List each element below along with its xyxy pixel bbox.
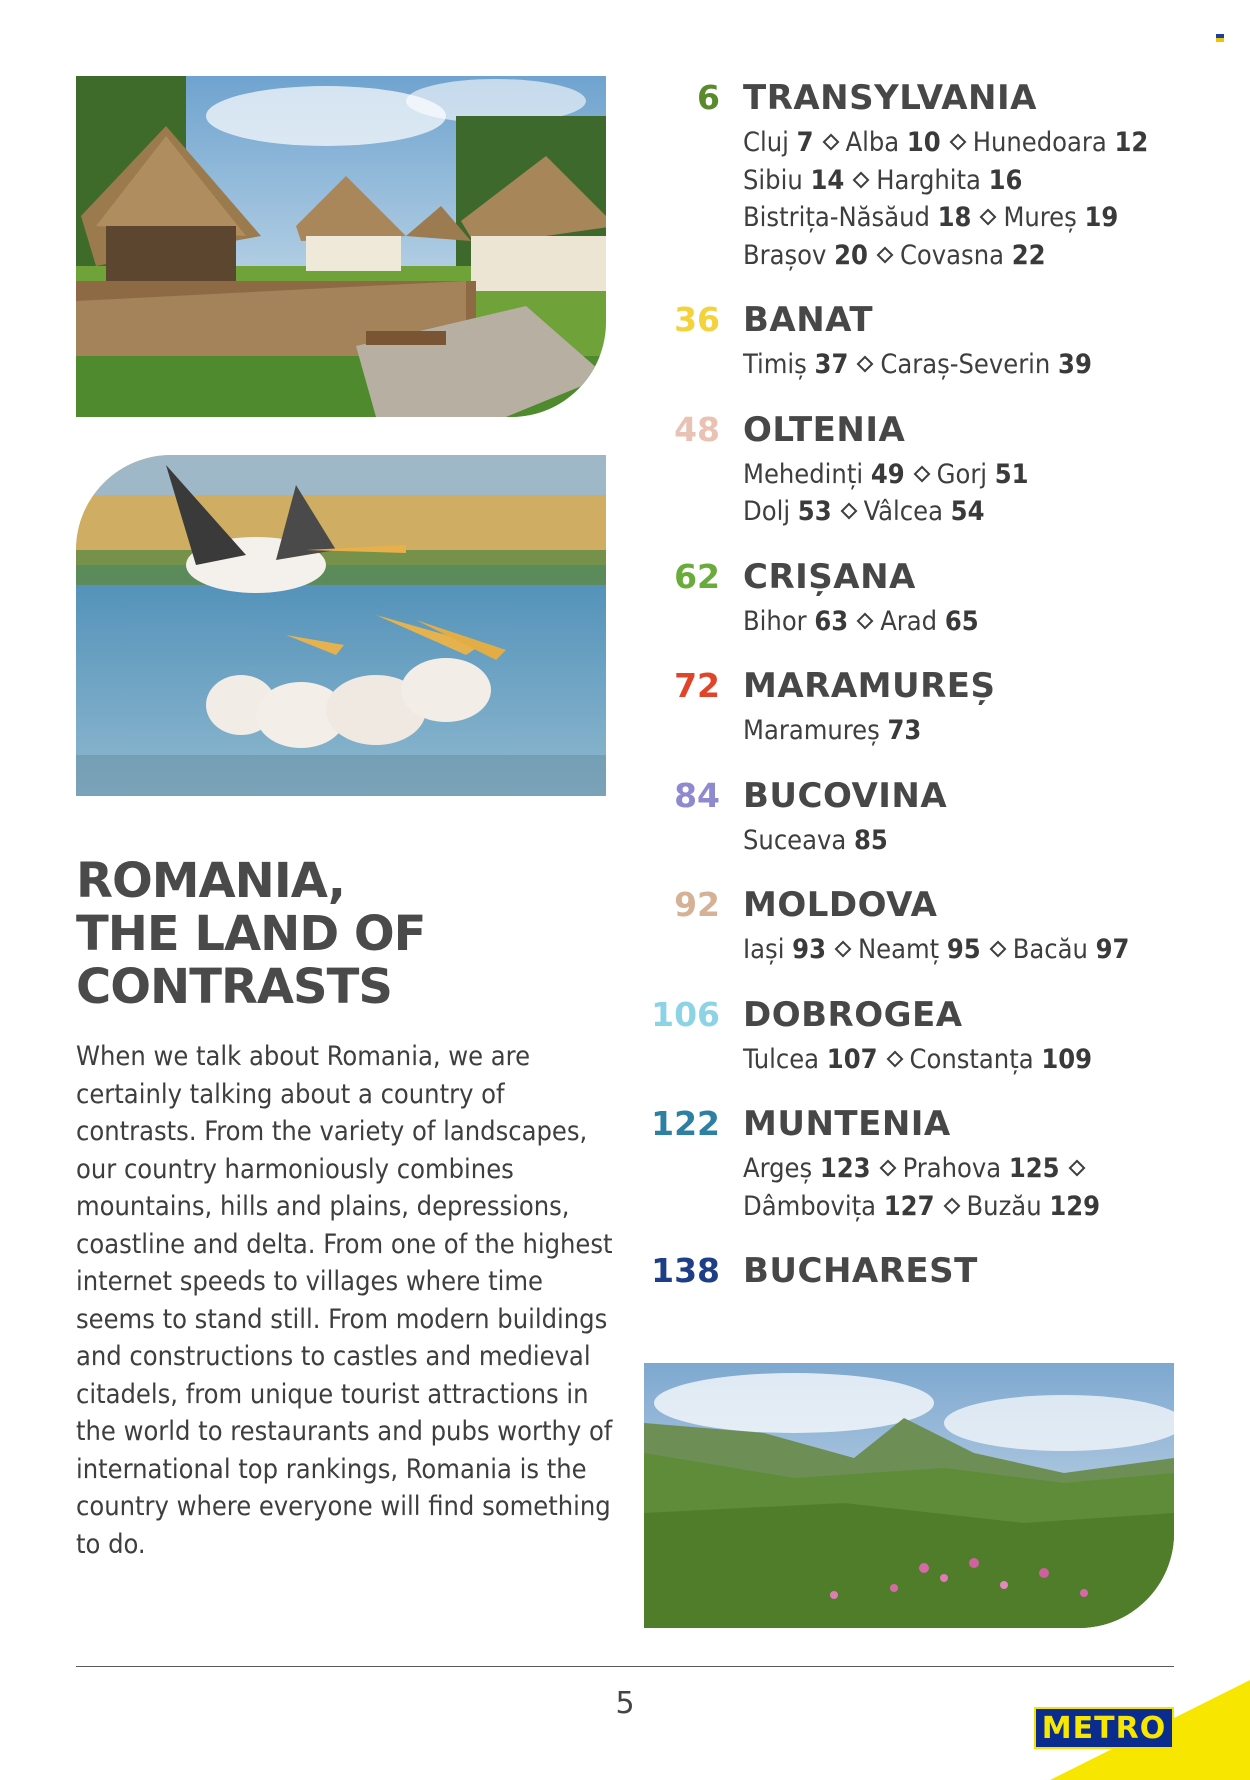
county-entry bbox=[880, 606, 978, 637]
county-entry bbox=[846, 127, 941, 158]
county-line bbox=[743, 1041, 1190, 1079]
county-entry bbox=[864, 496, 985, 527]
toc-region-heading bbox=[630, 557, 1190, 603]
county-line bbox=[743, 603, 1190, 641]
county-entry bbox=[900, 240, 1046, 271]
county-name: Vâlcea bbox=[863, 496, 943, 527]
region-page-number: 138 bbox=[651, 1251, 720, 1290]
county-name: Argeș bbox=[743, 1153, 813, 1184]
region-page-number: 92 bbox=[674, 885, 720, 924]
county-page-number: 14 bbox=[810, 164, 845, 196]
county-list bbox=[743, 1041, 1190, 1079]
county-page-number: 63 bbox=[814, 605, 849, 637]
county-page-number: 109 bbox=[1041, 1043, 1093, 1075]
diamond-separator-icon bbox=[857, 356, 874, 373]
county-name: Dâmbovița bbox=[743, 1190, 877, 1222]
toc-region bbox=[630, 300, 1190, 384]
county-page-number: 93 bbox=[792, 934, 826, 965]
county-name: Bihor bbox=[743, 605, 807, 637]
county-entry bbox=[858, 934, 981, 965]
diamond-separator-icon bbox=[1068, 1160, 1085, 1177]
region-name: BANAT bbox=[743, 300, 874, 340]
county-name: Bacău bbox=[1012, 934, 1088, 965]
county-line bbox=[743, 493, 1190, 531]
county-entry bbox=[1013, 934, 1130, 965]
toc-region-heading bbox=[630, 78, 1190, 124]
county-name: Buzău bbox=[966, 1190, 1042, 1222]
county-entry bbox=[743, 127, 814, 158]
region-name: BUCOVINA bbox=[743, 775, 948, 816]
county-page-number: 125 bbox=[1008, 1153, 1060, 1184]
county-name: Mureș bbox=[1003, 202, 1077, 233]
diamond-separator-icon bbox=[949, 134, 966, 151]
county-entry bbox=[743, 1044, 878, 1075]
region-page-number: 84 bbox=[674, 775, 720, 815]
region-page-number: 122 bbox=[651, 1104, 720, 1143]
region-name: BUCHAREST bbox=[743, 1251, 978, 1291]
toc-region bbox=[630, 666, 1190, 750]
county-entry bbox=[743, 934, 826, 965]
diamond-separator-icon bbox=[853, 171, 870, 188]
mountain-meadow-photo bbox=[644, 1363, 1174, 1628]
county-line bbox=[743, 199, 1190, 237]
region-page-number: 106 bbox=[651, 994, 720, 1034]
county-entry bbox=[1003, 202, 1118, 233]
diamond-separator-icon bbox=[886, 1050, 903, 1067]
toc-region-heading bbox=[630, 995, 1190, 1041]
county-line bbox=[743, 931, 1190, 969]
county-name: Prahova bbox=[902, 1153, 1002, 1184]
county-entry bbox=[903, 1153, 1060, 1184]
thatched-houses-photo bbox=[76, 76, 606, 417]
county-entry bbox=[743, 496, 832, 527]
headline-line: CONTRASTS bbox=[76, 959, 392, 1015]
flag-mark-icon bbox=[1216, 34, 1224, 42]
county-entry bbox=[743, 459, 905, 490]
region-page-number: 48 bbox=[674, 409, 720, 449]
county-name: Timiș bbox=[743, 349, 807, 380]
toc-region bbox=[630, 1251, 1190, 1297]
metro-logo: METRO bbox=[1034, 1707, 1174, 1749]
toc-region-heading bbox=[630, 1251, 1190, 1297]
headline-line: ROMANIA, bbox=[76, 853, 345, 909]
county-page-number: 53 bbox=[797, 496, 832, 527]
toc-region-heading bbox=[630, 300, 1190, 346]
county-list bbox=[743, 822, 1190, 860]
county-page-number: 65 bbox=[944, 605, 979, 637]
county-name: Suceava bbox=[743, 824, 847, 856]
county-list bbox=[743, 456, 1190, 531]
toc-region bbox=[630, 995, 1190, 1079]
county-line bbox=[743, 456, 1190, 494]
county-page-number: 85 bbox=[854, 824, 888, 856]
county-name: Bistrița-Năsăud bbox=[743, 202, 930, 233]
diamond-separator-icon bbox=[913, 465, 930, 482]
county-page-number: 51 bbox=[994, 458, 1029, 490]
county-name: Maramureș bbox=[743, 715, 880, 746]
diamond-separator-icon bbox=[822, 134, 839, 151]
county-name: Constanța bbox=[909, 1043, 1034, 1075]
region-page-number: 6 bbox=[697, 78, 720, 117]
county-list bbox=[743, 346, 1190, 384]
region-name: DOBROGEA bbox=[743, 994, 963, 1035]
article-intro: When we talk about Romania, we are certainly talking about a country of contrasts. From the variety of landscapes, our country harmoniously combines mountains, hills and plains, depressions, coastline and delta. From one of the highest internet speeds to villages where time seems to stand still. From modern buildings and constructions to castles and medieval citadels, from unique tourist attractions in the world to restaurants and pubs worthy of international top rankings, Romania is the country where everyone will find something to do. bbox=[76, 1041, 613, 1560]
region-name: OLTENIA bbox=[743, 409, 906, 450]
county-page-number: 7 bbox=[796, 127, 814, 158]
county-page-number: 129 bbox=[1049, 1190, 1101, 1222]
county-entry bbox=[910, 1044, 1093, 1075]
footer-divider bbox=[76, 1666, 1174, 1667]
diamond-separator-icon bbox=[980, 209, 997, 226]
county-name: Hunedoara bbox=[972, 127, 1107, 158]
article-headline bbox=[76, 855, 596, 1014]
county-name: Iași bbox=[743, 934, 785, 965]
county-name: Dolj bbox=[743, 496, 791, 527]
county-page-number: 39 bbox=[1058, 349, 1092, 380]
county-name: Sibiu bbox=[743, 164, 803, 196]
county-page-number: 49 bbox=[870, 458, 905, 490]
county-name: Harghita bbox=[876, 164, 981, 196]
diamond-separator-icon bbox=[879, 1160, 896, 1177]
county-page-number: 12 bbox=[1114, 127, 1149, 158]
toc-region bbox=[630, 78, 1190, 274]
toc-region-heading bbox=[630, 776, 1190, 822]
diamond-separator-icon bbox=[857, 612, 874, 629]
county-entry bbox=[743, 165, 844, 196]
toc-region bbox=[630, 776, 1190, 860]
region-page-number: 72 bbox=[674, 666, 720, 705]
region-page-number: 62 bbox=[674, 556, 720, 596]
region-page-number: 36 bbox=[674, 300, 720, 339]
county-page-number: 97 bbox=[1095, 934, 1130, 965]
toc-region bbox=[630, 1104, 1190, 1225]
region-name: MARAMUREȘ bbox=[743, 666, 996, 706]
toc-region bbox=[630, 557, 1190, 641]
toc-region bbox=[630, 885, 1190, 969]
county-page-number: 22 bbox=[1011, 239, 1046, 271]
county-page-number: 10 bbox=[906, 127, 941, 158]
county-page-number: 127 bbox=[883, 1190, 935, 1222]
headline-line: THE LAND OF bbox=[76, 906, 426, 962]
county-entry bbox=[973, 127, 1149, 158]
county-name: Tulcea bbox=[743, 1043, 820, 1075]
region-name: MUNTENIA bbox=[743, 1104, 951, 1144]
county-entry bbox=[743, 606, 848, 637]
county-name: Cluj bbox=[743, 127, 789, 158]
county-page-number: 73 bbox=[887, 715, 922, 746]
county-name: Alba bbox=[845, 127, 900, 158]
toc-region-heading bbox=[630, 885, 1190, 931]
table-of-contents bbox=[630, 78, 1190, 1323]
toc-region-heading bbox=[630, 666, 1190, 712]
county-entry bbox=[743, 715, 921, 746]
county-name: Mehedinți bbox=[743, 458, 864, 490]
county-list bbox=[743, 712, 1190, 750]
county-entry bbox=[743, 202, 971, 233]
region-name: TRANSYLVANIA bbox=[743, 78, 1037, 118]
county-page-number: 54 bbox=[950, 496, 985, 527]
region-name: MOLDOVA bbox=[743, 885, 938, 925]
county-entry bbox=[743, 349, 848, 380]
toc-region-heading bbox=[630, 410, 1190, 456]
county-page-number: 20 bbox=[834, 239, 868, 271]
diamond-separator-icon bbox=[840, 503, 857, 520]
county-entry bbox=[743, 1191, 935, 1222]
toc-region-heading bbox=[630, 1104, 1190, 1150]
county-line bbox=[743, 124, 1190, 162]
county-name: Caraș-Severin bbox=[880, 349, 1051, 380]
county-name: Arad bbox=[880, 605, 938, 637]
county-line bbox=[743, 712, 1190, 750]
county-line bbox=[743, 822, 1190, 860]
county-entry bbox=[743, 825, 888, 856]
county-entry bbox=[743, 1153, 871, 1184]
toc-region bbox=[630, 410, 1190, 531]
county-entry bbox=[880, 349, 1092, 380]
county-entry bbox=[967, 1191, 1101, 1222]
county-line bbox=[743, 346, 1190, 384]
county-list bbox=[743, 1150, 1190, 1225]
pelicans-photo bbox=[76, 455, 606, 796]
county-line bbox=[743, 1188, 1190, 1226]
county-list bbox=[743, 931, 1190, 969]
county-entry bbox=[876, 165, 1022, 196]
county-name: Covasna bbox=[899, 239, 1004, 271]
county-page-number: 16 bbox=[988, 164, 1023, 196]
county-page-number: 95 bbox=[946, 934, 981, 965]
county-page-number: 18 bbox=[937, 202, 972, 233]
region-name: CRIȘANA bbox=[743, 556, 916, 597]
county-line bbox=[743, 1150, 1190, 1188]
county-line bbox=[743, 237, 1190, 275]
page-number: 5 bbox=[615, 1686, 635, 1721]
county-page-number: 107 bbox=[826, 1043, 878, 1075]
county-entry bbox=[937, 459, 1029, 490]
county-line bbox=[743, 162, 1190, 200]
county-name: Brașov bbox=[743, 239, 827, 271]
county-list bbox=[743, 124, 1190, 274]
county-name: Neamț bbox=[857, 934, 940, 965]
diamond-separator-icon bbox=[876, 246, 893, 263]
diamond-separator-icon bbox=[834, 941, 851, 958]
county-name: Gorj bbox=[936, 458, 988, 490]
diamond-separator-icon bbox=[989, 941, 1006, 958]
county-page-number: 19 bbox=[1084, 202, 1119, 233]
county-page-number: 123 bbox=[819, 1153, 871, 1184]
diamond-separator-icon bbox=[943, 1197, 960, 1214]
county-page-number: 37 bbox=[814, 349, 849, 380]
county-list bbox=[743, 603, 1190, 641]
county-entry bbox=[743, 240, 868, 271]
